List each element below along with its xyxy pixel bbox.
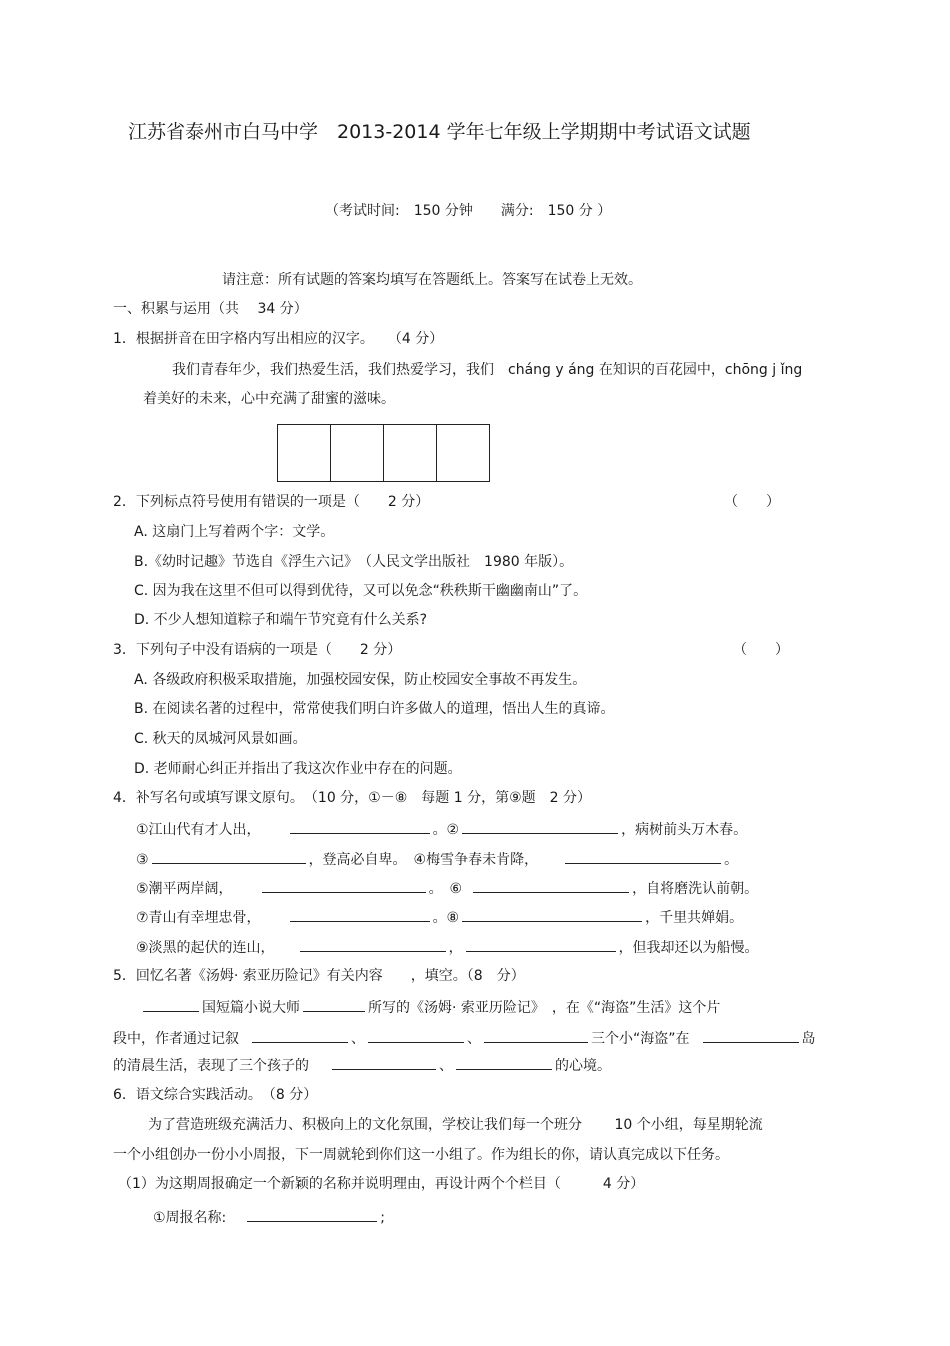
answer-blank[interactable]: [262, 877, 426, 893]
q4-text: ⑨淡黑的起伏的连山，: [136, 940, 275, 956]
answer-blank[interactable]: [247, 1206, 377, 1222]
q4-stem: 4．补写名句或填写课文原句。 （10 分，①－⑧ 每题 1 分，第⑨题 2 分）: [113, 790, 591, 806]
q3-option-c: C. 秋天的凤城河风景如画。: [134, 731, 307, 747]
q5-text: 国短篇小说大师: [202, 1000, 300, 1016]
q5-text: 所写的《汤姆· 索亚历险记》 ，在《“海盗”生活》这个片: [368, 1000, 721, 1016]
q5-text: 、: [467, 1031, 481, 1047]
q4-row-4: [136, 906, 743, 928]
q4-text: ，登高必自卑。 ④梅雪争春未肯降，: [308, 852, 539, 868]
exam-title: 江苏省泰州市白马中学 2013-2014 学年七年级上学期期中考试语文试题: [128, 121, 751, 143]
section-heading: 一、积累与运用（共 34 分）: [113, 301, 308, 317]
q3-answer-bracket: （ ）: [733, 642, 789, 658]
q5-text: 的心境。: [555, 1058, 611, 1074]
answer-blank[interactable]: [143, 996, 199, 1012]
answer-blank[interactable]: [290, 818, 430, 834]
grid-cell[interactable]: [278, 425, 331, 481]
answer-blank[interactable]: [290, 906, 430, 922]
q6-sub-question-1: （1）为这期周报确定一个新颖的名称并说明理由，再设计两个个栏目（ 4 分）: [118, 1176, 645, 1192]
q4-row-1: [136, 818, 747, 840]
grid-cell[interactable]: [331, 425, 384, 481]
q3-stem: 3．下列句子中没有语病的一项是（ 2 分）: [113, 642, 402, 658]
q4-row-3: [136, 877, 758, 899]
q4-text: ，千里共婵娟。: [645, 910, 744, 926]
q4-text: ③: [136, 852, 149, 868]
q4-text: ，病树前头万木春。: [621, 822, 748, 838]
q5-line-1: [143, 996, 720, 1018]
q6-stem: 6．语文综合实践活动。 （8 分）: [113, 1087, 318, 1103]
q2-option-c: C. 因为我在这里不但可以得到优待，又可以免念“秩秩斯干幽幽南山”了。: [134, 583, 588, 599]
answer-blank[interactable]: [152, 848, 306, 864]
q1-stem: 1．根据拼音在田字格内写出相应的汉字。 （4 分）: [113, 331, 444, 347]
answer-blank[interactable]: [252, 1027, 348, 1043]
q5-text: 三个小“海盗”在: [591, 1031, 690, 1047]
q5-text: 段中，作者通过记叙: [113, 1031, 239, 1047]
q5-text: 的清晨生活，表现了三个孩子的: [113, 1058, 309, 1074]
grid-cell[interactable]: [437, 425, 489, 481]
answer-blank[interactable]: [332, 1054, 436, 1070]
q4-text: 。②: [432, 822, 460, 838]
q2-option-a: A. 这扇门上写着两个字：文学。: [134, 524, 335, 540]
q3-option-d: D. 老师耐心纠正并指出了我这次作业中存在的问题。: [134, 761, 462, 777]
q6-paragraph-line2: 一个小组创办一份小小周报，下一周就轮到你们这一小组了。作为组长的你，请认真完成以下任务。: [113, 1147, 729, 1163]
q2-stem: 2．下列标点符号使用有错误的一项是（ 2 分）: [113, 494, 430, 510]
q5-text: 岛: [801, 1031, 816, 1047]
q5-stem: 5．回忆名著《汤姆· 索亚历险记》有关内容 ，填空。（8 分）: [113, 968, 525, 984]
q4-text: ①江山代有才人出，: [136, 822, 261, 838]
exam-info: （考试时间: 150 分钟 满分: 150 分 ）: [325, 203, 612, 219]
q5-text: 、: [351, 1031, 365, 1047]
q1-passage-line1: 我们青春年少，我们热爱生活，我们热爱学习，我们 cháng y áng 在知识的百花园中，chōng j ǐng: [172, 362, 803, 378]
q6-name-row: [153, 1206, 385, 1228]
answer-blank[interactable]: [456, 1054, 552, 1070]
answer-blank[interactable]: [368, 1027, 464, 1043]
q3-option-a: A. 各级政府积极采取措施，加强校园安保，防止校园安全事故不再发生。: [134, 672, 587, 688]
answer-blank[interactable]: [466, 936, 616, 952]
q6-name-label: ①周报名称:: [153, 1210, 227, 1226]
answer-blank[interactable]: [473, 877, 629, 893]
q5-line-2: [113, 1027, 816, 1049]
answer-blank[interactable]: [565, 848, 721, 864]
q6-paragraph-line1: 为了营造班级充满活力、积极向上的文化氛围，学校让我们每一个班分 10 个小组，每星期轮流: [148, 1117, 763, 1133]
q4-row-5: [136, 936, 759, 958]
answer-blank[interactable]: [462, 906, 642, 922]
answer-blank[interactable]: [300, 936, 446, 952]
q5-text: 、: [439, 1058, 453, 1074]
q4-text: 。 ⑥: [428, 881, 463, 897]
q2-option-b: B.《幼时记趣》节选自《浮生六记》 （人民文学出版社 1980 年版）。: [134, 554, 574, 570]
q3-option-b: B. 在阅读名著的过程中，常常使我们明白许多做人的道理，悟出人生的真谛。: [134, 701, 615, 717]
notice: 请注意：所有试题的答案均填写在答题纸上。答案写在试卷上无效。: [222, 272, 642, 288]
answer-blank[interactable]: [484, 1027, 588, 1043]
q5-line-3: [113, 1054, 611, 1076]
q4-text: ，: [448, 940, 463, 956]
q4-text: ，自将磨洗认前朝。: [632, 881, 759, 897]
q4-text: ，但我却还以为船慢。: [618, 940, 759, 956]
q4-text: ⑤潮平两岸阔，: [136, 881, 233, 897]
q6-name-end: ;: [380, 1210, 385, 1226]
q4-text: 。: [724, 852, 739, 868]
q1-passage-line2: 着美好的未来，心中充满了甜蜜的滋味。: [143, 391, 395, 407]
answer-blank[interactable]: [703, 1027, 799, 1043]
q2-option-d: D. 不少人想知道粽子和端午节究竟有什么关系?: [134, 612, 428, 628]
tianzige-grid[interactable]: [277, 424, 490, 482]
grid-cell[interactable]: [384, 425, 437, 481]
answer-blank[interactable]: [462, 818, 618, 834]
answer-blank[interactable]: [303, 996, 365, 1012]
q4-text: 。⑧: [432, 910, 460, 926]
q2-answer-bracket: （ ）: [724, 494, 780, 510]
q4-text: ⑦青山有幸埋忠骨，: [136, 910, 261, 926]
q4-row-2: [136, 848, 738, 870]
